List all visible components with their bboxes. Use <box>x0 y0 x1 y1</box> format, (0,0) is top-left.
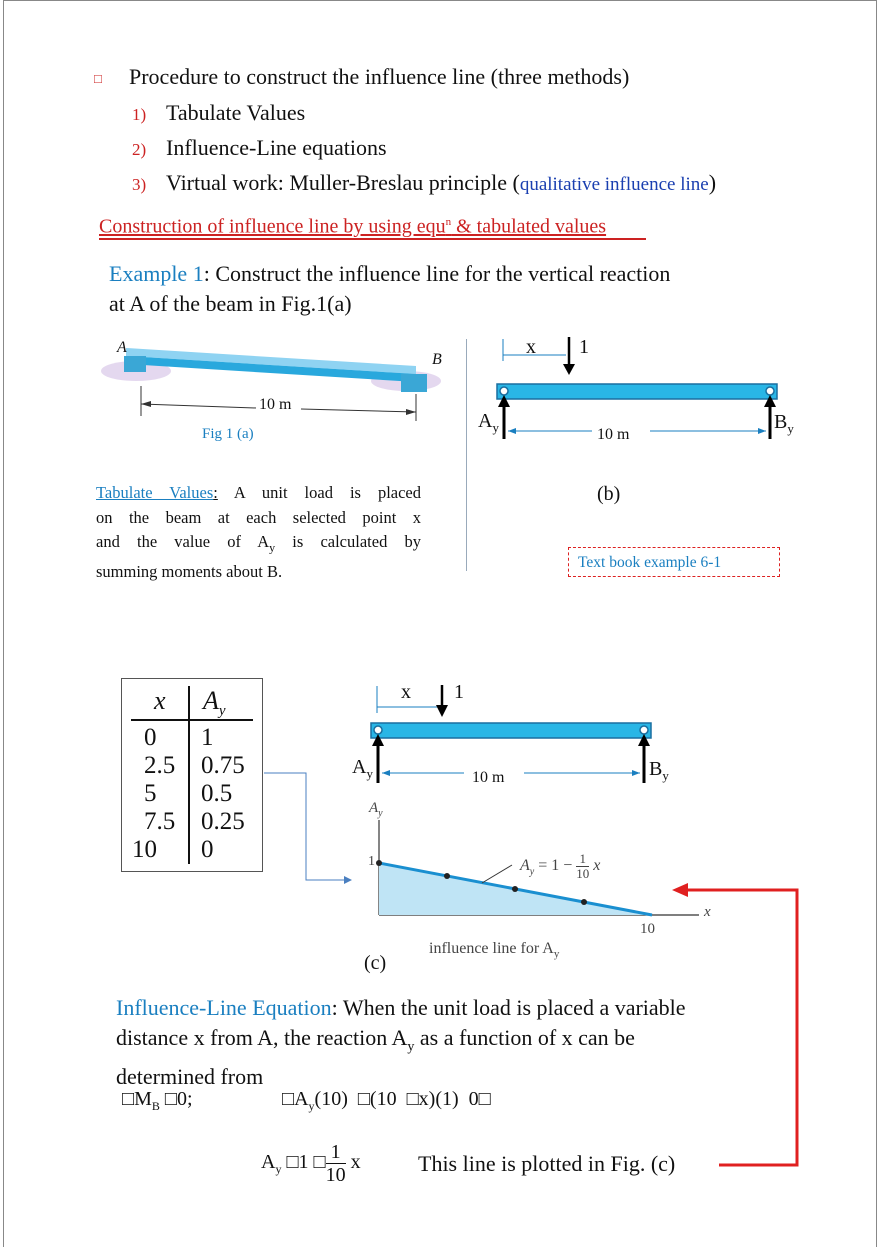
method-3-text <box>166 170 716 196</box>
figc-By-sub: y <box>662 768 669 783</box>
plot-y-tick: 1 <box>368 854 375 869</box>
red-connector-arrow <box>664 878 814 1178</box>
figb-Ay-label <box>478 410 499 436</box>
figc-pin-left <box>374 726 382 734</box>
eq2-sub: y <box>275 1162 282 1177</box>
plot-eq-sub: y <box>529 866 535 878</box>
figc-load-label: 1 <box>454 681 464 703</box>
table-to-plot-connector <box>264 763 359 888</box>
eq2-a: A <box>261 1151 276 1174</box>
tabulate-text-3a: and the value of A <box>96 532 270 551</box>
fig1a-label-B: B <box>432 351 442 368</box>
tabulate-paragraph <box>96 481 421 584</box>
bullet-text: Procedure to construct the influence line (three methods) <box>129 64 630 89</box>
method-3-num: 3) <box>132 175 147 194</box>
bullet-square-icon: □ <box>94 71 102 86</box>
table-header-sub: y <box>218 703 226 720</box>
method-3-close: ) <box>708 170 717 195</box>
table-cell-x: 5 <box>144 780 157 807</box>
table-cell-x: 7.5 <box>144 808 176 835</box>
figb-caption: (b) <box>597 483 621 505</box>
tabulate-colon: : <box>213 483 218 502</box>
figb-span-arrow-right <box>758 428 766 434</box>
example-text: : Construct the influence line for the vertical reaction <box>203 261 671 286</box>
method-2-text: Influence-Line equations <box>166 135 387 160</box>
figb-By-sub: y <box>787 421 794 436</box>
ile-text-2b: as a function of x can be <box>414 1025 635 1050</box>
plot-point <box>512 886 518 892</box>
table-cell-Ay: 0.75 <box>201 752 245 779</box>
vertical-divider <box>466 339 467 571</box>
section-heading <box>99 211 646 240</box>
eq2-x: x <box>350 1151 361 1174</box>
plot-eq-num: 1 <box>576 852 589 867</box>
figc-load-arrowhead <box>436 705 448 717</box>
plot-eq-x: x <box>593 857 601 875</box>
figc-span-arrow-left <box>382 770 390 776</box>
plot-caption-sub: y <box>553 948 560 961</box>
tabulate-text-1: A unit load is placed <box>217 483 421 502</box>
plot-axis-A: A <box>369 800 379 816</box>
heading-sup: n <box>445 216 452 228</box>
figb-x-label: x <box>526 336 536 358</box>
eq2-num: 1 <box>326 1141 346 1164</box>
plot-axis-sub: y <box>378 808 383 819</box>
heading-main: Construction of influence line by using equ <box>99 215 446 238</box>
plot-point <box>376 860 382 866</box>
figb-load-label: 1 <box>579 336 589 358</box>
figb-By-main: B <box>774 411 788 433</box>
table-cell-Ay: 0 <box>201 836 214 863</box>
tabulate-text-3sub: y <box>269 540 276 555</box>
plot-caption-a: influence line for A <box>429 940 554 957</box>
plot-point <box>444 873 450 879</box>
figb-Ay-main: A <box>478 410 493 432</box>
figc-Ay-label <box>352 756 373 782</box>
plot-x-tick: 10 <box>640 921 655 937</box>
example-line-2: at A of the beam in Fig.1(a) <box>109 291 352 316</box>
fig1a-label-A: A <box>117 339 127 356</box>
fig1a-span: 10 m <box>259 396 292 413</box>
plot-caption <box>429 940 559 960</box>
eq1-a: □M <box>122 1088 152 1110</box>
figb-pin-right <box>766 387 774 395</box>
eq2-den: 10 <box>325 1164 346 1186</box>
table-header-x: x <box>154 686 166 715</box>
plot-equation <box>520 852 600 881</box>
fig1a-left-support <box>124 356 146 372</box>
table-header-Ay <box>203 686 226 720</box>
method-3-highlight: qualitative influence line <box>519 174 709 195</box>
ile-text-1: : When the unit load is placed a variable <box>331 995 686 1020</box>
figc-span: 10 m <box>472 769 505 786</box>
eq1-c-sub: y <box>308 1099 315 1113</box>
method-2-num: 2) <box>132 140 147 159</box>
figc-span-arrow-right <box>632 770 640 776</box>
figb-beam-diagram <box>474 331 804 451</box>
plot-axis-label <box>369 800 383 819</box>
plot-eq-lhs: A <box>520 857 530 875</box>
tabulate-link[interactable]: Tabulate Values <box>96 483 214 502</box>
eq1-c: □A <box>282 1088 309 1110</box>
eq1-d: (10) □(10 □x)(1) 0□ <box>314 1088 491 1110</box>
figc-By-main: B <box>649 758 663 780</box>
fig-c-label: (c) <box>364 952 387 974</box>
table-header-rule <box>131 719 253 721</box>
plot-eq-mid: = 1 − <box>534 857 577 875</box>
method-1-text: Tabulate Values <box>166 100 306 125</box>
fig1a-beam-illustration <box>96 336 446 446</box>
eq2-b: □1 □ <box>281 1151 326 1174</box>
table-col-divider <box>188 686 190 864</box>
table-cell-Ay: 0.25 <box>201 808 245 835</box>
figb-load-arrowhead <box>563 364 575 375</box>
plot-x-label: x <box>704 904 711 920</box>
figb-beam <box>497 384 777 399</box>
fig1a-caption: Fig 1 (a) <box>202 426 254 442</box>
eq1-b: □0; <box>159 1088 193 1110</box>
slide-1 <box>3 0 877 624</box>
figc-Ay-main: A <box>352 756 367 778</box>
figb-Ay-sub: y <box>492 420 499 435</box>
slide-2 <box>3 623 877 1247</box>
moment-equation-part2 <box>282 1088 491 1114</box>
heading-rest: & tabulated values <box>451 215 607 238</box>
fig1a-dim-line-left <box>141 404 256 408</box>
plotted-text: This line is plotted in Fig. (c) <box>418 1151 676 1176</box>
ile-text-2a: distance x from A, the reaction A <box>116 1025 408 1050</box>
table-cell-x: 2.5 <box>144 752 176 779</box>
example-line-1 <box>109 261 670 287</box>
ile-label: Influence-Line Equation <box>116 995 332 1020</box>
table-cell-x: 0 <box>144 724 157 751</box>
figc-pin-right <box>640 726 648 734</box>
fig1a-dim-arrow-left <box>141 401 151 407</box>
figc-beam <box>371 723 651 738</box>
method-3-main: Virtual work: Muller-Breslau principle ( <box>166 170 520 195</box>
eq1-sub: B <box>151 1099 160 1113</box>
tabulate-text-2: on the beam at each selected point x <box>96 507 421 527</box>
table-cell-Ay: 1 <box>201 724 214 751</box>
figb-By-label <box>774 411 794 437</box>
tabulate-text-4: summing moments about B. <box>96 561 283 581</box>
ile-paragraph <box>116 993 686 1092</box>
table-cell-Ay: 0.5 <box>201 780 233 807</box>
figb-span: 10 m <box>597 426 630 443</box>
equation-leader <box>482 865 512 883</box>
method-1-num: 1) <box>132 105 147 124</box>
textbook-ref: Text book example 6-1 <box>578 554 722 571</box>
moment-equation-part1 <box>122 1088 193 1114</box>
figb-span-arrow-left <box>508 428 516 434</box>
figc-x-label: x <box>401 681 411 703</box>
fig1a-dim-arrow-right <box>406 409 416 415</box>
example-label: Example 1 <box>109 261 204 286</box>
ile-text-3: determined from <box>116 1064 264 1090</box>
figb-pin-left <box>500 387 508 395</box>
table-cell-x: 10 <box>132 836 157 863</box>
tabulate-text-3b: is calculated by <box>275 532 421 551</box>
figc-By-label <box>649 758 669 784</box>
fig1a-right-support <box>401 374 427 392</box>
plot-point <box>581 899 587 905</box>
ile-text-2sub: y <box>407 1039 415 1055</box>
plot-eq-den: 10 <box>576 866 590 881</box>
result-equation <box>261 1141 361 1186</box>
table-header-A: A <box>203 686 219 715</box>
fig1a-dim-line-right <box>301 409 416 412</box>
figc-Ay-sub: y <box>366 766 373 781</box>
